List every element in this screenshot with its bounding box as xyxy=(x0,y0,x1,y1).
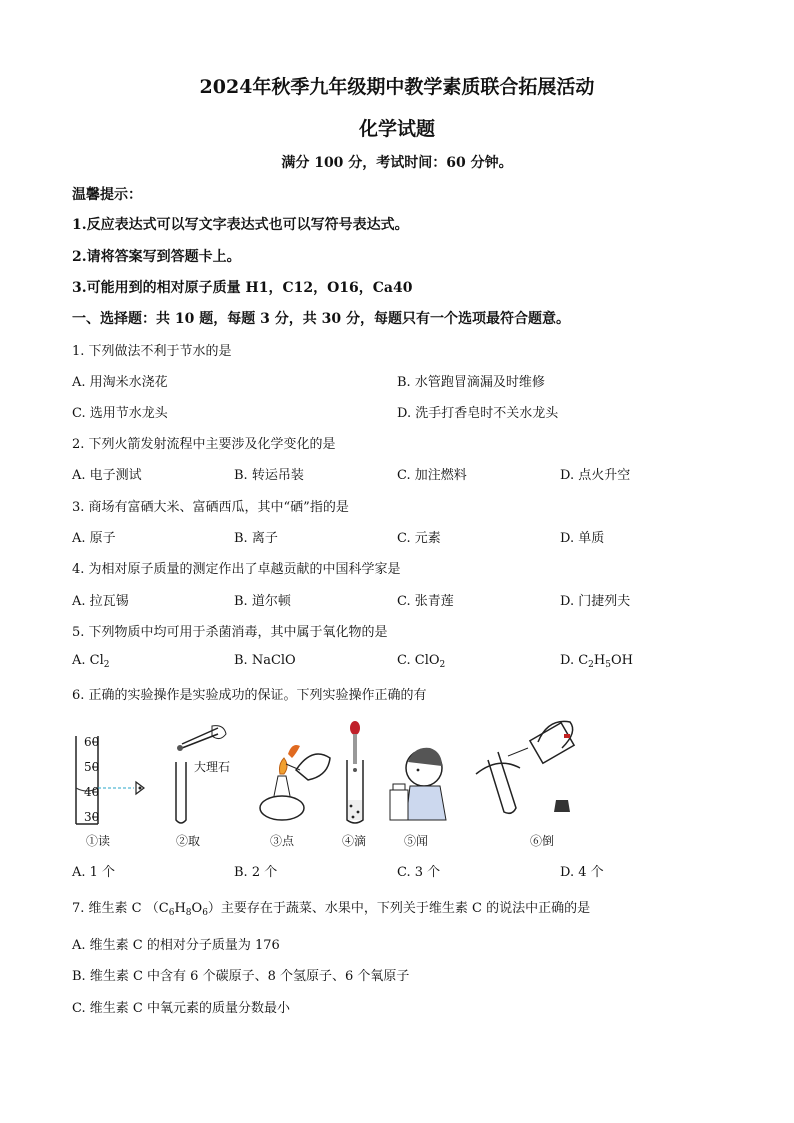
question-stem: 6. 正确的实验操作是实验成功的保证。下列实验操作正确的有 xyxy=(72,688,427,703)
formula-text: C. ClO xyxy=(397,653,440,668)
vitamin-c-formula xyxy=(159,901,208,916)
marble-tweezers-illustration xyxy=(168,722,231,828)
option-c xyxy=(397,653,445,668)
question-stem: 1. 下列做法不利于节水的是 xyxy=(72,344,232,359)
option-d: D. 点火升空 xyxy=(560,468,631,483)
formula-subscript: 2 xyxy=(103,660,110,670)
question-stem: 4. 为相对原子质量的测定作出了卓越贡献的中国科学家是 xyxy=(72,562,401,577)
formula-text: C xyxy=(158,901,169,916)
formula-subscript: 2 xyxy=(588,660,594,670)
option-d: D. 4 个 xyxy=(560,865,604,880)
option-a: A. 1 个 xyxy=(72,865,116,880)
scale-label: 60 xyxy=(84,735,100,749)
formula-text: A. Cl xyxy=(72,653,104,668)
tip-item: 1.反应表达式可以写文字表达式也可以写符号表达式。 xyxy=(72,217,409,233)
section-heading: 一、选择题：共 10 题，每题 3 分，共 30 分，每题只有一个选项最符合题意。 xyxy=(72,311,570,327)
tip-item: 3.可能用到的相对原子质量 H1，C12，O16，Ca40 xyxy=(72,280,413,296)
option-d: D. 单质 xyxy=(560,531,605,546)
option-a: A. 用淘米水浇花 xyxy=(72,375,168,390)
formula-subscript: 8 xyxy=(185,908,192,918)
smell-bottle-illustration xyxy=(384,740,452,828)
option-b: B. 水管跑冒滴漏及时维修 xyxy=(397,375,545,390)
tips-heading: 温馨提示： xyxy=(72,187,142,203)
option-a: A. 拉瓦锡 xyxy=(72,594,129,609)
formula-subscript: 2 xyxy=(439,660,446,670)
figure-caption-smell: ⑤闻 xyxy=(404,834,429,848)
stem-text: 7. 维生素 C （ xyxy=(72,901,159,916)
score-time-info: 满分 100 分，考试时间：60 分钟。 xyxy=(281,155,513,171)
option-b: B. 道尔顿 xyxy=(234,594,291,609)
option-d: D. 门捷列夫 xyxy=(560,594,631,609)
question-stem: 2. 下列火箭发射流程中主要涉及化学变化的是 xyxy=(72,437,336,452)
option-a: A. 原子 xyxy=(72,531,116,546)
option-b: B. 维生素 C 中含有 6 个碳原子、8 个氢原子、6 个氧原子 xyxy=(72,969,410,984)
question-stem: 5. 下列物质中均可用于杀菌消毒，其中属于氧化物的是 xyxy=(72,625,388,640)
tip-item: 2.请将答案写到答题卡上。 xyxy=(72,249,241,265)
option-a: A. 维生素 C 的相对分子质量为 176 xyxy=(72,938,280,953)
figure-caption-read: ①读 xyxy=(86,834,111,848)
scale-label: 40 xyxy=(84,785,100,799)
stem-text: ）主要存在于蔬菜、水果中，下列关于维生素 C 的说法中正确的是 xyxy=(207,901,591,916)
scale-label: 50 xyxy=(84,760,100,774)
option-d xyxy=(560,653,633,668)
formula-text: H xyxy=(593,653,606,668)
question-stem xyxy=(72,897,590,916)
formula-text: H xyxy=(174,901,186,916)
question-stem: 3. 商场有富硒大米、富硒西瓜，其中“硒”指的是 xyxy=(72,500,349,515)
exam-title: 2024年秋季九年级期中教学素质联合拓展活动 xyxy=(199,76,595,98)
formula-text: D. C xyxy=(560,653,589,668)
formula-subscript: 6 xyxy=(202,908,208,918)
figure-caption-pour: ⑥倒 xyxy=(530,834,555,848)
dropper-illustration xyxy=(340,720,370,828)
figure-caption-take: ②取 xyxy=(176,834,201,848)
option-c: C. 加注燃料 xyxy=(397,468,467,483)
option-a: A. 电子测试 xyxy=(72,468,142,483)
formula-subscript: 6 xyxy=(168,908,175,918)
marble-label: 大理石 xyxy=(194,760,231,774)
option-b: B. 离子 xyxy=(234,531,278,546)
alcohol-lamp-illustration xyxy=(256,736,336,828)
pouring-illustration xyxy=(468,712,588,828)
option-c: C. 维生素 C 中氧元素的质量分数最小 xyxy=(72,1001,290,1016)
option-c: C. 3 个 xyxy=(397,865,441,880)
option-c: C. 选用节水龙头 xyxy=(72,406,168,421)
formula-text: O xyxy=(191,901,203,916)
exam-subtitle: 化学试题 xyxy=(358,118,435,140)
option-a xyxy=(72,653,110,668)
option-d: D. 洗手打香皂时不关水龙头 xyxy=(397,406,559,421)
figure-caption-light: ③点 xyxy=(270,834,295,848)
option-b: B. 转运吊装 xyxy=(234,468,304,483)
option-c: C. 元素 xyxy=(397,531,441,546)
figure-caption-drop: ④滴 xyxy=(342,834,367,848)
formula-subscript: 5 xyxy=(605,660,611,670)
option-b: B. 2 个 xyxy=(234,865,278,880)
option-c: C. 张青莲 xyxy=(397,594,454,609)
option-b: B. NaClO xyxy=(234,653,296,668)
formula-text: OH xyxy=(610,653,633,668)
scale-label: 30 xyxy=(84,810,100,824)
